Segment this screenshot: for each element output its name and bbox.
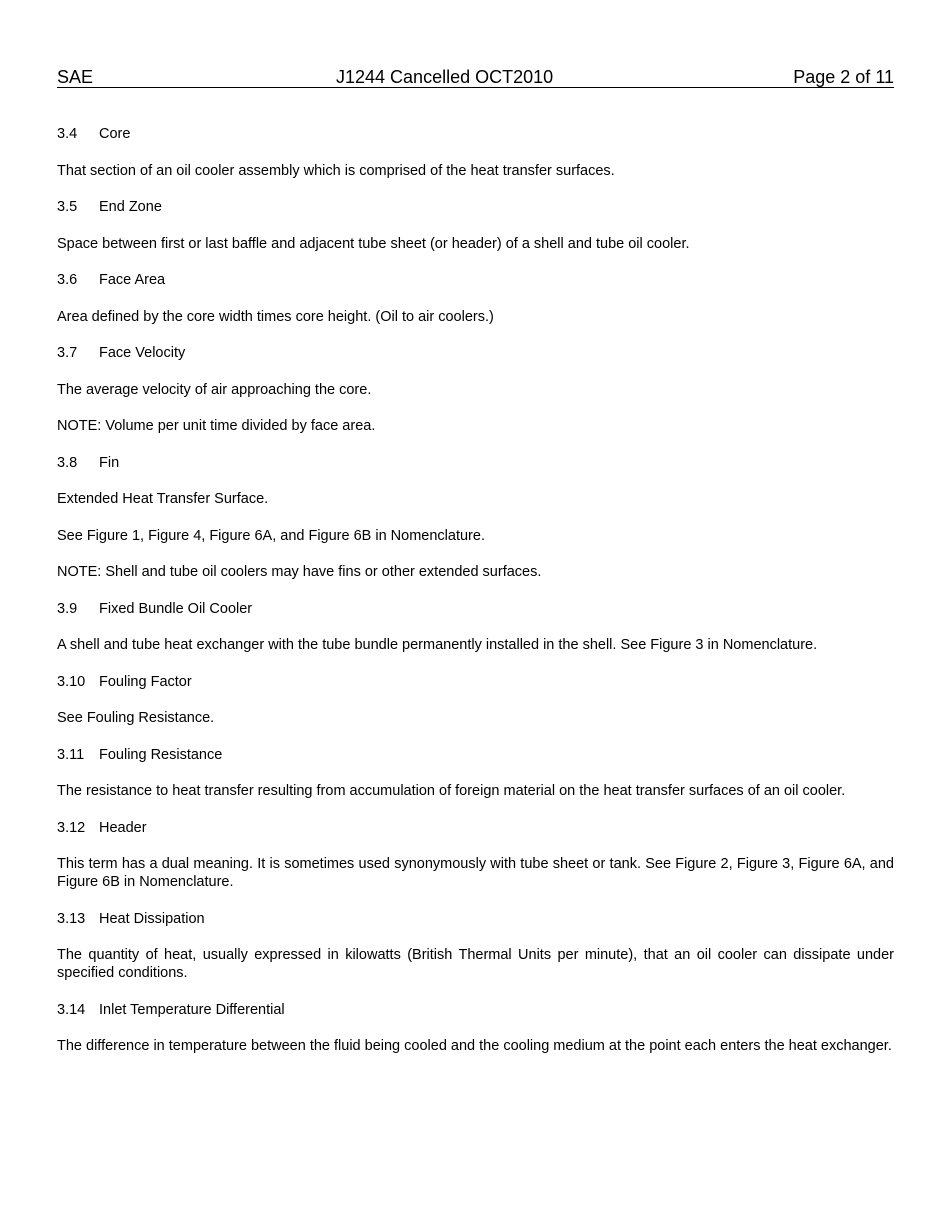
- section-number: 3.7: [57, 345, 78, 361]
- definition-paragraph: Extended Heat Transfer Surface.: [57, 491, 269, 507]
- section-title: Face Area: [99, 272, 166, 288]
- page-header: [57, 67, 894, 88]
- section-heading: [57, 600, 894, 618]
- section-number: 3.6: [57, 272, 78, 288]
- section-heading: [57, 198, 894, 216]
- section-number: 3.10: [57, 673, 86, 690]
- section-heading: [57, 819, 894, 837]
- definition-paragraph: The average velocity of air approaching the core.: [57, 381, 372, 398]
- section-heading: [57, 125, 894, 143]
- definition-paragraph: The difference in temperature between the fluid being cooled and the cooling medium at the point each enters the heat exchanger.: [57, 1038, 892, 1054]
- definition-paragraph: NOTE: Volume per unit time divided by face area.: [57, 418, 376, 434]
- section-heading: [57, 910, 894, 928]
- definition-paragraph: See Figure 1, Figure 4, Figure 6A, and Figure 6B in Nomenclature.: [57, 527, 485, 544]
- section-number: 3.14: [57, 1001, 86, 1018]
- section-title: Core: [99, 126, 131, 142]
- section-title: Inlet Temperature Differential: [99, 1001, 285, 1018]
- section-title: End Zone: [99, 199, 162, 215]
- definition-paragraph: A shell and tube heat exchanger with the tube bundle permanently installed in the shell. See Figure 3 in Nomenclature.: [57, 637, 818, 653]
- header-organization: SAE: [57, 67, 94, 87]
- definition-paragraph: The quantity of heat, usually expressed in kilowatts (British Thermal Units per minute), that an oil cooler can dissipate under specified conditions.: [57, 947, 894, 981]
- section-title: Face Velocity: [99, 345, 186, 361]
- section-title: Fouling Resistance: [99, 746, 223, 763]
- header-page-number: Page 2 of 11: [793, 67, 894, 87]
- section-heading: [57, 344, 894, 362]
- section-heading: [57, 746, 894, 764]
- definition-paragraph: This term has a dual meaning. It is sometimes used synonymously with tube sheet or tank. See Figure 2, Figure 3, Figure 6A, and Figure 6B in Nomenclature.: [57, 856, 894, 890]
- section-number: 3.13: [57, 910, 86, 927]
- definition-paragraph: That section of an oil cooler assembly which is comprised of the heat transfer surfaces.: [57, 162, 615, 179]
- section-number: 3.11: [57, 746, 85, 763]
- document-body: [57, 125, 894, 1074]
- definition-paragraph: Space between first or last baffle and adjacent tube sheet (or header) of a shell and tube oil cooler.: [57, 235, 690, 252]
- section-number: 3.12: [57, 819, 86, 836]
- section-number: 3.4: [57, 126, 78, 142]
- header-document-id: J1244 Cancelled OCT2010: [336, 67, 554, 87]
- section-heading: [57, 673, 894, 691]
- section-number: 3.5: [57, 199, 78, 215]
- definition-paragraph: The resistance to heat transfer resulting from accumulation of foreign material on the heat transfer surfaces of an oil cooler.: [57, 783, 846, 799]
- section-heading: [57, 454, 894, 472]
- section-heading: [57, 271, 894, 289]
- section-number: 3.8: [57, 454, 78, 471]
- section-title: Fixed Bundle Oil Cooler: [99, 600, 253, 617]
- section-title: Fouling Factor: [99, 673, 192, 690]
- section-title: Heat Dissipation: [99, 910, 205, 927]
- section-heading: [57, 1001, 894, 1019]
- section-title: Header: [99, 819, 147, 836]
- section-title: Fin: [99, 454, 120, 471]
- definition-paragraph: See Fouling Resistance.: [57, 710, 215, 726]
- definition-paragraph: Area defined by the core width times core height. (Oil to air coolers.): [57, 308, 494, 325]
- definition-paragraph: NOTE: Shell and tube oil coolers may have fins or other extended surfaces.: [57, 564, 542, 580]
- section-number: 3.9: [57, 600, 78, 617]
